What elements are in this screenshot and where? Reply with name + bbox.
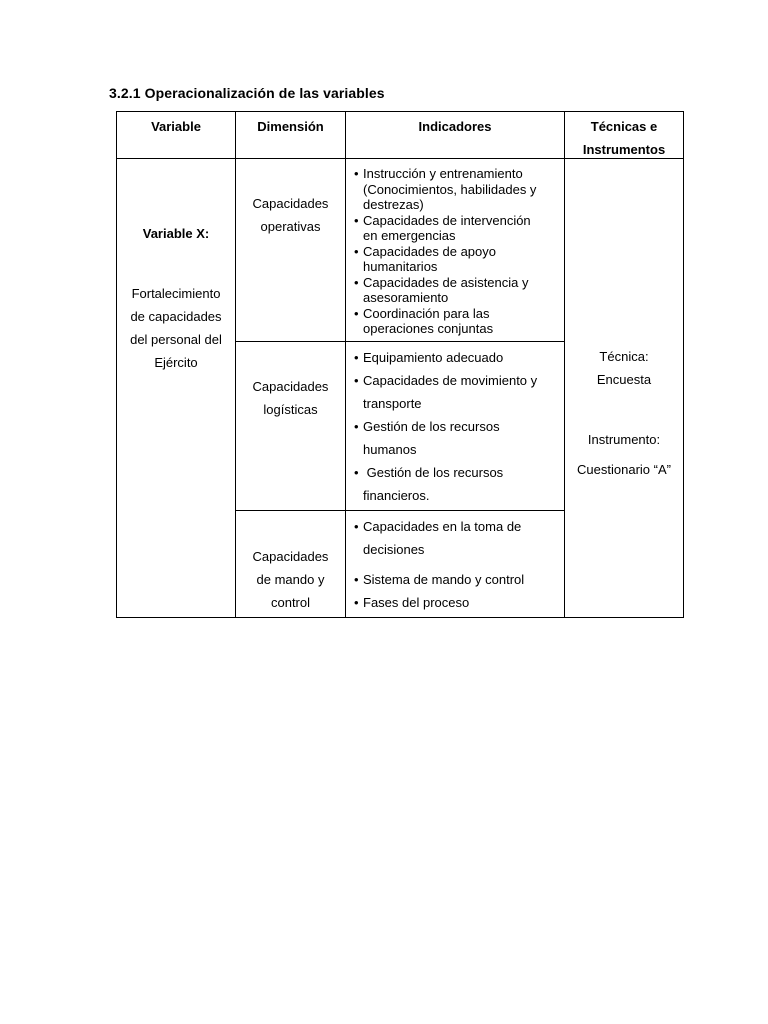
- header-tecnicas-line2: Instrumentos: [582, 142, 666, 157]
- indicators-operativas: [346, 166, 564, 337]
- tecnica-value: Encuesta: [596, 372, 652, 387]
- dimension-logisticas: [236, 375, 345, 421]
- row-divider: [235, 341, 564, 342]
- indicators-logisticas: [346, 346, 564, 507]
- variable-desc-line: Ejército: [154, 355, 198, 370]
- tecnica-label: Técnica:: [599, 349, 649, 364]
- instrumento-label: Instrumento:: [587, 432, 661, 447]
- operationalization-table: [116, 111, 684, 618]
- list-item: • Capacidades de asistencia y asesoramiento: [354, 274, 529, 305]
- row-divider: [235, 510, 564, 511]
- header-tecnicas: [565, 115, 683, 161]
- dimension-line: Capacidades: [252, 549, 329, 564]
- variable-desc-line: Fortalecimiento: [131, 286, 221, 301]
- section-heading: 3.2.1 Operacionalización de las variables: [109, 85, 385, 101]
- list-item: • Sistema de mando y control: [354, 572, 525, 587]
- list-item: • Gestión de los recursos financieros.: [354, 465, 504, 503]
- header-tecnicas-line1: Técnicas e: [590, 119, 658, 134]
- list-item: • Capacidades de apoyo humanitarios: [354, 243, 496, 274]
- dimension-line: de mando y: [256, 572, 325, 587]
- variable-desc-line: de capacidades: [130, 309, 222, 324]
- header-variable: Variable: [151, 119, 201, 134]
- dimension-mando: [236, 545, 345, 614]
- dimension-line: Capacidades: [252, 379, 329, 394]
- dimension-line: operativas: [260, 219, 321, 234]
- list-item: • Instrucción y entrenamiento (Conocimientos, habilidades y destrezas): [354, 166, 537, 212]
- list-item: • Equipamiento adecuado: [354, 350, 504, 365]
- list-item: • Capacidades en la toma de decisiones: [354, 519, 522, 557]
- list-item: • Coordinación para las operaciones conjuntas: [354, 305, 494, 336]
- list-item: • Gestión de los recursos humanos: [354, 419, 500, 457]
- variable-desc-line: del personal del: [130, 332, 222, 347]
- indicators-mando: [346, 515, 564, 614]
- list-item: • Fases del proceso: [354, 595, 470, 610]
- variable-cell: [117, 222, 235, 374]
- list-item: • Capacidades de movimiento y transporte: [354, 373, 538, 411]
- instrumento-value: Cuestionario “A”: [577, 462, 671, 477]
- header-dimension: Dimensión: [257, 119, 324, 134]
- list-item: • Capacidades de intervención en emergencias: [354, 212, 531, 243]
- variable-label: Variable X:: [142, 226, 210, 241]
- dimension-line: Capacidades: [252, 196, 329, 211]
- header-indicadores: Indicadores: [418, 119, 492, 134]
- dimension-operativas: [236, 192, 345, 238]
- dimension-line: control: [270, 595, 311, 610]
- tecnicas-cell: [565, 345, 683, 481]
- col-divider: [235, 112, 236, 617]
- dimension-line: logísticas: [263, 402, 318, 417]
